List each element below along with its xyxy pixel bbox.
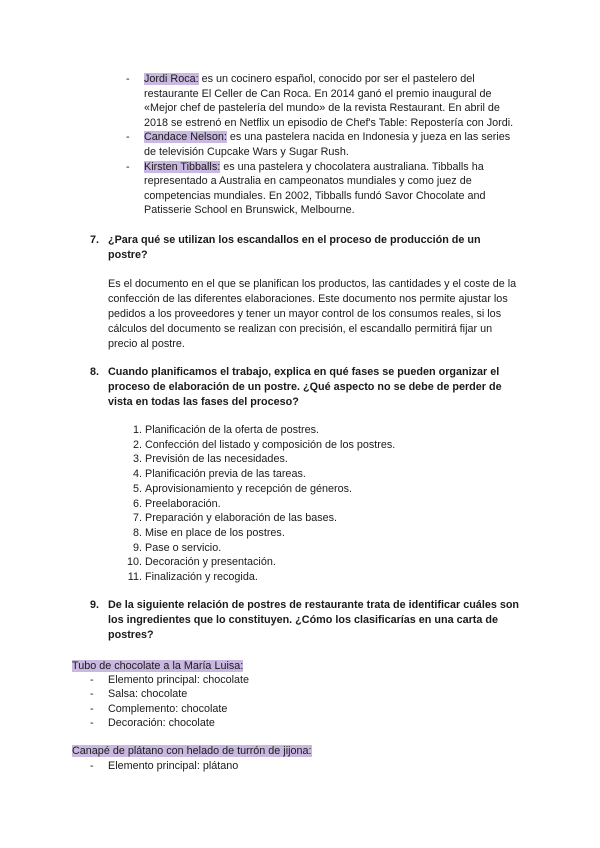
item-text: Decoración y presentación. bbox=[145, 556, 276, 569]
item-number: 2. bbox=[132, 438, 142, 451]
item-text: Mise en place de los postres. bbox=[145, 526, 285, 539]
list-item bbox=[126, 130, 516, 159]
question-text: Cuando planificamos el trabajo, explica en qué fases se pueden organizar el proceso de elaboración de un postre. ¿Qué aspecto no se debe de perder de vista en todas las fases del proceso? bbox=[108, 366, 502, 408]
dessert-title-highlight: Tubo de chocolate a la María Luisa: bbox=[72, 660, 244, 672]
chef-name-highlight: Jordi Roca: bbox=[144, 73, 199, 85]
bullet-dash: - bbox=[90, 688, 94, 701]
item-text: Elemento principal: plátano bbox=[108, 760, 239, 772]
list-item bbox=[126, 452, 486, 467]
item-number: 1. bbox=[132, 424, 142, 436]
list-item bbox=[90, 759, 390, 773]
item-number: 4. bbox=[132, 468, 142, 481]
list-item bbox=[126, 570, 486, 585]
chef-description: es un cocinero español, conocido por ser el pastelero del restaurante El Celler de Can Roca. En 2014 ganó el premio inaugural de «Mejor chef de pastelería del mundo» de la revista Restaurant. En abril de 2018 se estrenó en Netflix un episodio de Chef's Table: Repostería con Jordi. bbox=[144, 73, 514, 129]
bullet-dash: - bbox=[126, 160, 130, 173]
bullet-dash: - bbox=[90, 760, 94, 772]
chef-name-highlight: Kirsten Tibballs: bbox=[144, 160, 221, 173]
list-item bbox=[126, 482, 486, 497]
item-number: 3. bbox=[132, 453, 142, 466]
dessert-ingredients bbox=[90, 759, 390, 773]
bullet-dash: - bbox=[126, 131, 130, 144]
bullet-dash: - bbox=[126, 73, 130, 85]
item-text: Elemento principal: chocolate bbox=[108, 674, 250, 686]
item-number: 5. bbox=[132, 482, 142, 495]
question-text: De la siguiente relación de postres de restaurante trata de identificar cuáles son los ingredientes que lo constituyen. ¿Cómo los clasificarías en una carta de postres? bbox=[108, 599, 520, 641]
item-text: Preelaboración. bbox=[145, 497, 221, 510]
item-number: 10. bbox=[126, 556, 142, 569]
chef-description: es una pastelera nacida en Indonesia y jueza en las series de televisión Cupcake Wars y Sugar Rush. bbox=[144, 131, 511, 158]
dessert-title bbox=[72, 659, 243, 673]
bullet-dash: - bbox=[90, 717, 94, 730]
dessert-ingredients bbox=[90, 673, 390, 731]
question-7 bbox=[90, 233, 520, 263]
list-item bbox=[126, 555, 486, 570]
item-number: 6. bbox=[132, 497, 142, 510]
chef-name-highlight: Candace Nelson: bbox=[144, 131, 227, 144]
question-number: 9. bbox=[90, 599, 100, 611]
answer-7: Es el documento en el que se planifican los productos, las cantidades y el coste de la confección de las diferentes elaboraciones. Este documento nos permite ajustar los pedidos a los proveedores y tener un mayor control de los consumos reales, si los cálculos del documento se realizan con precisión, el escandallo permitirá fijar un precio al postre. bbox=[108, 278, 517, 350]
list-item bbox=[90, 702, 390, 716]
list-item bbox=[90, 673, 390, 687]
list-item bbox=[126, 438, 486, 453]
list-item bbox=[126, 423, 486, 438]
chef-list bbox=[126, 72, 516, 218]
item-text: Confección del listado y composición de los postres. bbox=[145, 438, 396, 451]
item-text: Planificación previa de las tareas. bbox=[145, 468, 306, 481]
list-item bbox=[126, 541, 486, 556]
dessert-title bbox=[72, 744, 312, 758]
question-8 bbox=[90, 365, 520, 410]
dessert-title-highlight: Canapé de plátano con helado de turrón de jijona: bbox=[72, 745, 312, 757]
list-item bbox=[126, 526, 486, 541]
list-item bbox=[90, 716, 390, 730]
bullet-dash: - bbox=[90, 702, 94, 715]
item-text: Previsión de las necesidades. bbox=[145, 453, 288, 466]
item-text: Finalización y recogida. bbox=[145, 571, 258, 584]
list-item bbox=[126, 497, 486, 512]
list-item bbox=[126, 467, 486, 482]
item-number: 8. bbox=[132, 526, 142, 539]
question-9 bbox=[90, 598, 520, 643]
chef-description: es una pastelera y chocolatera australiana. Tibballs ha representado a Australia en campeonatos mundiales y como juez de competencias mundiales. En 2002, Tibballs fundó Savor Chocolate and Patisserie School en Brunswick, Melbourne. bbox=[144, 160, 486, 217]
item-text: Planificación de la oferta de postres. bbox=[145, 424, 320, 436]
question-number: 7. bbox=[90, 234, 100, 246]
item-text: Aprovisionamiento y recepción de géneros. bbox=[145, 482, 353, 495]
list-item bbox=[126, 72, 516, 130]
item-text: Pase o servicio. bbox=[145, 541, 222, 554]
phases-list bbox=[126, 423, 486, 585]
item-text: Salsa: chocolate bbox=[108, 688, 188, 701]
item-number: 7. bbox=[132, 512, 142, 525]
item-text: Decoración: chocolate bbox=[108, 717, 215, 730]
list-item bbox=[90, 687, 390, 701]
item-number: 11. bbox=[127, 571, 142, 584]
bullet-dash: - bbox=[90, 674, 94, 686]
item-text: Complemento: chocolate bbox=[108, 702, 228, 715]
list-item bbox=[126, 511, 486, 526]
item-number: 9. bbox=[132, 541, 142, 554]
question-text: ¿Para qué se utilizan los escandallos en el proceso de producción de un postre? bbox=[108, 234, 481, 261]
item-text: Preparación y elaboración de las bases. bbox=[145, 512, 338, 525]
list-item bbox=[126, 160, 516, 218]
question-number: 8. bbox=[90, 366, 100, 378]
